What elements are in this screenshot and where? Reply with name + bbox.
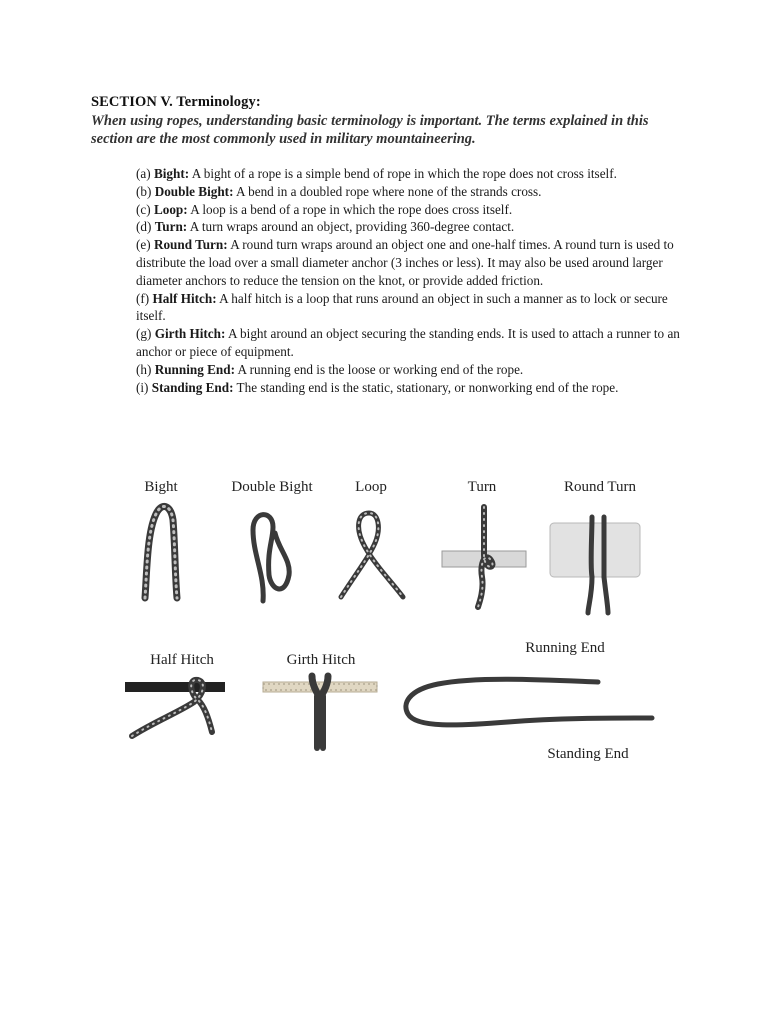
term-round-turn: (e) Round Turn: A round turn wraps around an object one and one-half times. A round turn is used to distribute the load over a small diameter anchor (3 inches or less). It may also be used around larger diameter anchors to reduce the tension on the knot, or provide added friction. — [136, 237, 674, 288]
half-hitch-rope-illustration — [124, 672, 226, 742]
figure-label-turn: Turn — [467, 479, 497, 495]
running-standing-end-illustration — [398, 672, 656, 742]
figure-label-half-hitch: Half Hitch — [150, 652, 214, 668]
girth-hitch-rope-illustration — [262, 672, 378, 752]
loop-rope-illustration — [335, 505, 410, 605]
term-turn: (d) Turn: A turn wraps around an object, providing 360-degree contact. — [136, 219, 515, 235]
term-loop: (c) Loop: A loop is a bend of a rope in which the rope does cross itself. — [136, 201, 513, 217]
section-intro: When using ropes, understanding basic terminology is important. The terms explained in this section are the most commonly used in military mountaineering. — [91, 113, 649, 147]
term-standing-end: (i) Standing End: The standing end is the static, stationary, or nonworking end of the rope. — [136, 379, 619, 395]
figure-label-girth-hitch: Girth Hitch — [286, 652, 356, 668]
figure-label-running-end: Running End — [525, 640, 605, 656]
figure-label-loop: Loop — [355, 479, 387, 495]
term-double-bight: (b) Double Bight: A bend in a doubled rope where none of the strands cross. — [136, 183, 542, 199]
term-bight: (a) Bight: A bight of a rope is a simple bend of rope in which the rope does not cross itself. — [136, 166, 617, 181]
figure-label-round-turn: Round Turn — [563, 479, 637, 495]
terms-list — [136, 165, 681, 396]
bight-rope-illustration — [135, 500, 185, 605]
round-turn-rope-illustration — [548, 515, 644, 615]
figure-label-standing-end: Standing End — [547, 746, 629, 762]
section-heading: SECTION V. Terminology: — [91, 94, 261, 110]
turn-rope-illustration — [440, 505, 530, 610]
term-girth-hitch: (g) Girth Hitch: A bight around an object securing the standing ends. It is used to attach a runner to an anchor or piece of equipment. — [136, 326, 680, 359]
figure-label-double-bight: Double Bight — [231, 479, 313, 495]
term-running-end: (h) Running End: A running end is the loose or working end of the rope. — [136, 361, 524, 377]
term-half-hitch: (f) Half Hitch: A half hitch is a loop that runs around an object in such a manner as to lock or secure itself. — [136, 290, 668, 324]
figure-label-bight: Bight — [144, 479, 178, 495]
double-bight-rope-illustration — [245, 505, 305, 605]
